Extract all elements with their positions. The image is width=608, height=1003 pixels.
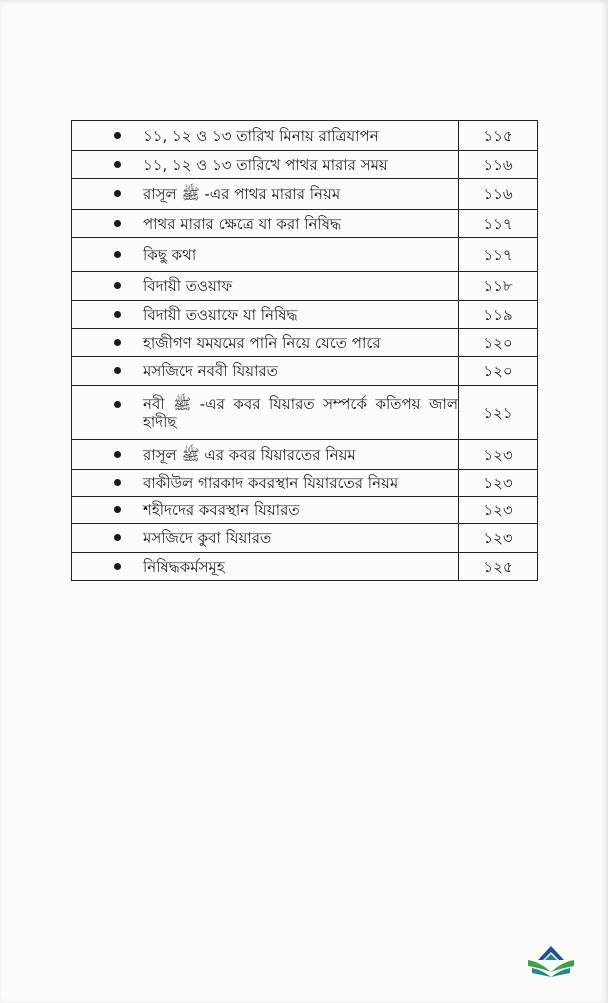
- toc-entry-title: বিদায়ী তওয়াফ: [143, 277, 233, 295]
- toc-title-cell: [72, 272, 459, 301]
- toc-page-number: ১২০: [459, 329, 538, 357]
- toc-entry-title: হাজীগণ যমযমের পানি নিয়ে যেতে পারে: [143, 333, 381, 352]
- toc-page-number: ১২৩: [459, 440, 538, 470]
- bullet-icon: [114, 132, 121, 139]
- toc-title-cell: [72, 470, 459, 497]
- toc-title-cell: [72, 210, 459, 238]
- toc-title-cell: [72, 386, 459, 440]
- toc-entry-title: বিদায়ী তওয়াফে যা নিষিদ্ধ: [143, 305, 298, 324]
- toc-title-cell: [72, 301, 459, 329]
- bullet-icon: [114, 311, 121, 318]
- table-of-contents: [71, 120, 538, 581]
- bullet-icon: [114, 479, 121, 486]
- toc-page-number: ১১৬: [459, 151, 538, 179]
- toc-title-cell: [72, 553, 459, 581]
- toc-page-number: ১১৯: [459, 301, 538, 329]
- table-row[interactable]: [72, 524, 538, 553]
- toc-page-number: ১১৭: [459, 210, 538, 238]
- toc-title-cell: [72, 524, 459, 553]
- bullet-icon: [114, 563, 121, 570]
- toc-title-cell: [72, 440, 459, 470]
- toc-page-number: ১১৮: [459, 272, 538, 301]
- toc-page-number: ১২৫: [459, 553, 538, 581]
- toc-entry-title: মসজিদে কুবা যিয়ারত: [143, 529, 272, 547]
- bullet-icon: [114, 251, 121, 258]
- toc-entry-title: ১১, ১২ ও ১৩ তারিখ মিনায় রাত্রিযাপন: [143, 126, 379, 145]
- bullet-icon: [114, 282, 121, 289]
- bullet-icon: [114, 506, 121, 513]
- toc-entry-title: বাকীউল গারকাদ কবরস্থান যিয়ারতের নিয়ম: [143, 474, 399, 492]
- toc-title-cell: [72, 179, 459, 210]
- bullet-icon: [114, 220, 121, 227]
- toc-entry-title: রাসূল ﷺ -এর পাথর মারার নিয়ম: [143, 185, 341, 203]
- table-row[interactable]: [72, 272, 538, 301]
- toc-page-number: ১২০: [459, 357, 538, 386]
- bullet-icon: [114, 451, 121, 458]
- toc-entry-title: মসজিদে নববী যিয়ারত: [143, 362, 278, 380]
- table-row[interactable]: [72, 440, 538, 470]
- toc-title-cell: [72, 497, 459, 524]
- toc-page-number: ১২৩: [459, 470, 538, 497]
- table-row[interactable]: [72, 329, 538, 357]
- bullet-icon: [114, 190, 121, 197]
- toc-page-number: ১১৬: [459, 179, 538, 210]
- table-row[interactable]: [72, 497, 538, 524]
- toc-entry-title: নবী ﷺ -এর কবর যিয়ারত সম্পর্কে কতিপয় জাল হাদীছ: [143, 394, 458, 431]
- toc-title-cell: [72, 121, 459, 151]
- toc-entry-title: শহীদদের কবরস্থান যিয়ারত: [143, 501, 300, 519]
- table-row[interactable]: [72, 179, 538, 210]
- wrapped-entry: [72, 395, 458, 431]
- toc-page-number: ১২৩: [459, 524, 538, 553]
- bullet-icon: [114, 161, 121, 168]
- toc-page-number: ১১৫: [459, 121, 538, 151]
- toc-entry-title: রাসূল ﷺ এর কবর যিয়ারতের নিয়ম: [143, 445, 356, 464]
- toc-title-cell: [72, 151, 459, 179]
- table-row[interactable]: [72, 238, 538, 272]
- toc-entry-title: পাথর মারার ক্ষেত্রে যা করা নিষিদ্ধ: [143, 214, 342, 233]
- bullet-icon: [114, 339, 121, 346]
- toc-entry-title: ১১, ১২ ও ১৩ তারিখে পাথর মারার সময়: [143, 155, 388, 174]
- table-row[interactable]: [72, 210, 538, 238]
- bullet-icon: [114, 401, 121, 408]
- toc-title-cell: [72, 357, 459, 386]
- toc-entry-title: কিছু কথা: [143, 245, 197, 264]
- toc-title-cell: [72, 238, 459, 272]
- table-row[interactable]: [72, 470, 538, 497]
- publisher-logo-icon: [526, 944, 576, 978]
- toc-title-cell: [72, 329, 459, 357]
- toc-page-number: ১১৭: [459, 238, 538, 272]
- table-row[interactable]: [72, 553, 538, 581]
- toc-page-number: ১২৩: [459, 497, 538, 524]
- table-row[interactable]: [72, 121, 538, 151]
- table-row[interactable]: [72, 357, 538, 386]
- table-row[interactable]: [72, 301, 538, 329]
- bullet-icon: [114, 367, 121, 374]
- bullet-icon: [114, 534, 121, 541]
- table-row[interactable]: [72, 386, 538, 440]
- toc-entry-title: নিষিদ্ধকর্মসমূহ: [143, 557, 225, 576]
- toc-page-number: ১২১: [459, 386, 538, 440]
- table-row[interactable]: [72, 151, 538, 179]
